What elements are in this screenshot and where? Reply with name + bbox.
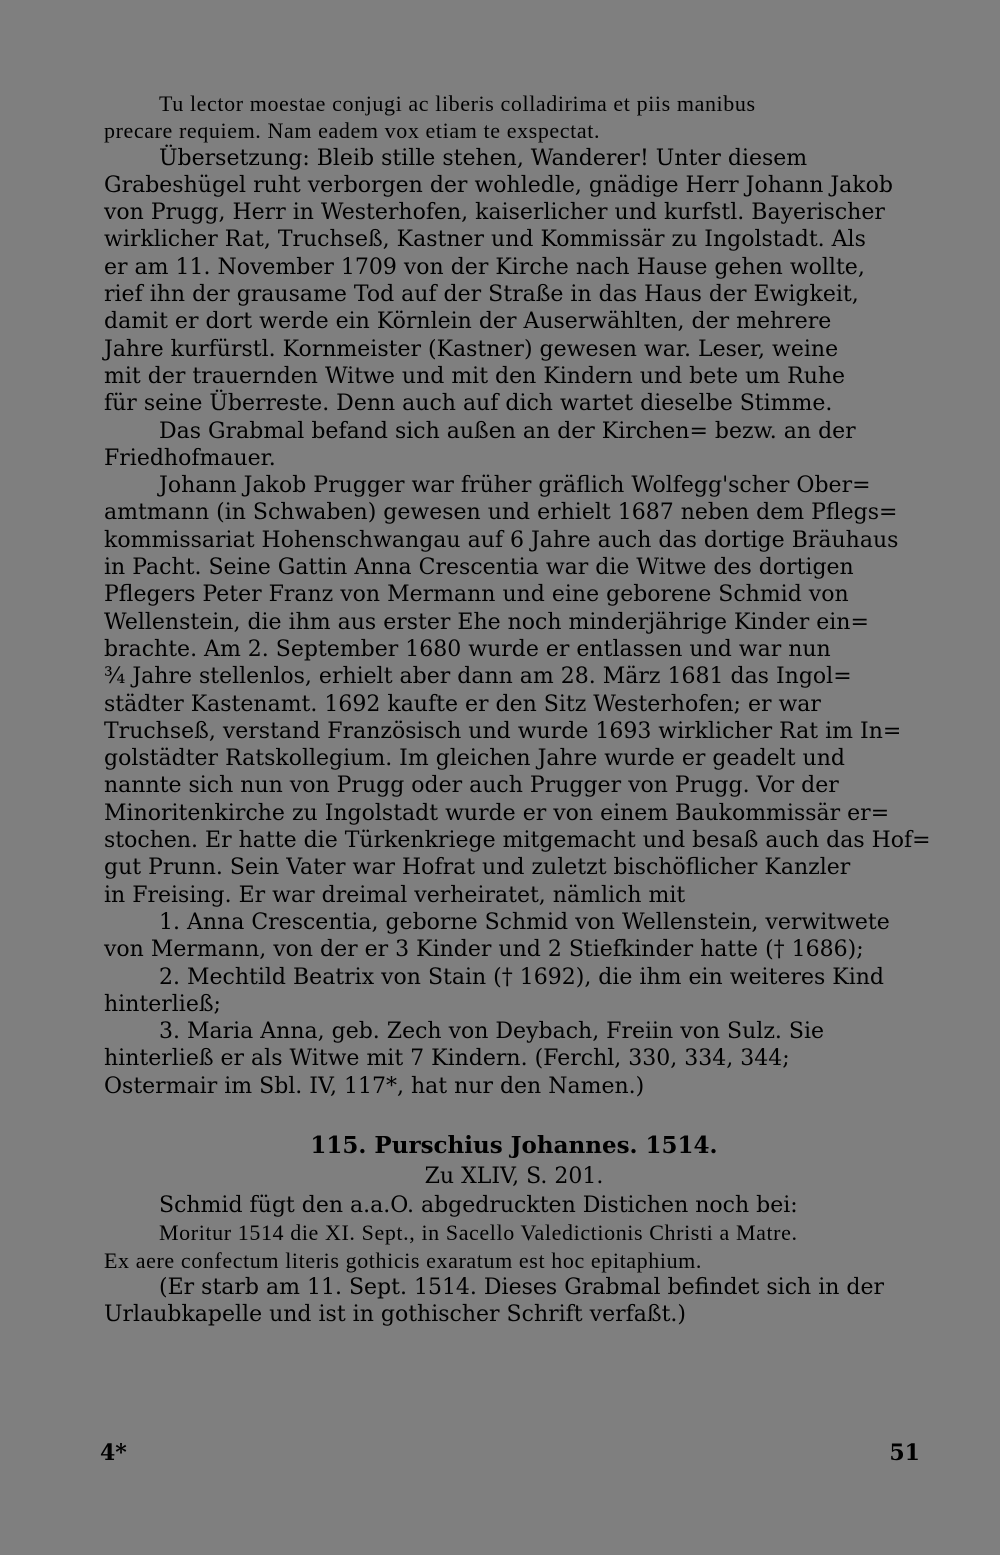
grabmal-line: Das Grabmal befand sich außen an der Kirchen= bezw. an der	[159, 418, 856, 444]
marriage-line: hinterließ er als Witwe mit 7 Kindern. (Ferchl, 330, 334, 344;	[104, 1046, 790, 1072]
biography-line: ¾ Jahre stellenlos, erhielt aber dann am 28. März 1681 das Ingol=	[104, 664, 852, 690]
marriage-line: 3. Maria Anna, geb. Zech von Deybach, Freiin von Sulz. Sie	[159, 1019, 825, 1045]
biography-line: Pflegers Peter Franz von Mermann und eine geborene Schmid von	[104, 582, 849, 608]
page-number: 51	[889, 1440, 920, 1466]
biography-line: in Freising. Er war dreimal verheiratet, nämlich mit	[104, 882, 686, 908]
section-subheading: Zu XLIV, S. 201.	[424, 1163, 604, 1189]
marriage-line: von Mermann, von der er 3 Kinder und 2 Stiefkinder hatte († 1686);	[104, 937, 864, 963]
biography-line: amtmann (in Schwaben) gewesen und erhielt 1687 neben dem Pflegs=	[104, 500, 898, 526]
biography-line: golstädter Ratskollegium. Im gleichen Jahre wurde er geadelt und	[104, 746, 845, 772]
biography-line: städter Kastenamt. 1692 kaufte er den Sitz Westerhofen; er war	[104, 691, 821, 717]
marriage-line: 1. Anna Crescentia, geborne Schmid von Wellenstein, verwitwete	[159, 909, 890, 935]
latin-epitaph-line: Moritur 1514 die XI. Sept., in Sacello Valedictionis Christi a Matre.	[159, 1220, 798, 1246]
translation-line: mit der trauernden Witwe und mit den Kindern und bete um Ruhe	[104, 363, 846, 389]
translation-line: rief ihn der grausame Tod auf der Straße in das Haus der Ewigkeit,	[104, 282, 859, 308]
latin-epitaph-line: Ex aere confectum literis gothicis exaratum est hoc epitaphium.	[104, 1247, 702, 1273]
grabmal-line: Friedhofmauer.	[104, 445, 276, 471]
marriage-line: Ostermair im Sbl. IV, 117*, hat nur den Namen.)	[104, 1073, 645, 1099]
section-heading: 115. Purschius Johannes. 1514.	[310, 1131, 718, 1159]
latin-intro-line: Tu lector moestae conjugi ac liberis colladirima et piis manibus	[159, 91, 756, 116]
closing-line: Urlaubkapelle und ist in gothischer Schrift verfaßt.)	[104, 1302, 686, 1328]
translation-line: von Prugg, Herr in Westerhofen, kaiserlicher und kurfstl. Bayerischer	[104, 200, 885, 226]
translation-line: für seine Überreste. Denn auch auf dich wartet dieselbe Stimme.	[104, 391, 833, 417]
schmid-line: Schmid fügt den a.a.O. abgedruckten Distichen noch bei:	[159, 1192, 798, 1218]
translation-line: Jahre kurfürstl. Kornmeister (Kastner) gewesen war. Leser, weine	[104, 336, 839, 362]
biography-line: Truchseß, verstand Französisch und wurde 1693 wirklicher Rat im In=	[104, 718, 902, 744]
translation-line: Übersetzung: Bleib stille stehen, Wanderer! Unter diesem	[159, 145, 808, 171]
biography-line: stochen. Er hatte die Türkenkriege mitgemacht und besaß auch das Hof=	[104, 828, 931, 854]
biography-line: Johann Jakob Prugger war früher gräflich Wolfegg'scher Ober=	[159, 473, 871, 499]
marriage-line: hinterließ;	[104, 991, 221, 1017]
translation-line: wirklicher Rat, Truchseß, Kastner und Kommissär zu Ingolstadt. Als	[104, 227, 866, 253]
biography-line: Wellenstein, die ihm aus erster Ehe noch minderjährige Kinder ein=	[104, 609, 869, 635]
signature-mark: 4*	[100, 1440, 127, 1466]
biography-line: in Pacht. Seine Gattin Anna Crescentia war die Witwe des dortigen	[104, 555, 854, 581]
biography-line: gut Prunn. Sein Vater war Hofrat und zuletzt bischöflicher Kanzler	[104, 855, 851, 881]
biography-line: brachte. Am 2. September 1680 wurde er entlassen und war nun	[104, 636, 831, 662]
biography-line: nannte sich nun von Prugg oder auch Prugger von Prugg. Vor der	[104, 773, 839, 799]
translation-line: er am 11. November 1709 von der Kirche nach Hause gehen wollte,	[104, 254, 865, 280]
marriage-line: 2. Mechtild Beatrix von Stain († 1692), die ihm ein weiteres Kind	[159, 964, 885, 990]
translation-line: Grabeshügel ruht verborgen der wohledle, gnädige Herr Johann Jakob	[104, 172, 893, 198]
biography-line: kommissariat Hohenschwangau auf 6 Jahre auch das dortige Bräuhaus	[104, 527, 899, 553]
biography-line: Minoritenkirche zu Ingolstadt wurde er von einem Baukommissär er=	[104, 800, 890, 826]
translation-line: damit er dort werde ein Körnlein der Auserwählten, der mehrere	[104, 309, 832, 335]
page-body	[104, 90, 931, 1328]
closing-line: (Er starb am 11. Sept. 1514. Dieses Grabmal befindet sich in der	[159, 1274, 885, 1300]
latin-intro-line: precare requiem. Nam eadem vox etiam te exspectat.	[104, 118, 601, 144]
